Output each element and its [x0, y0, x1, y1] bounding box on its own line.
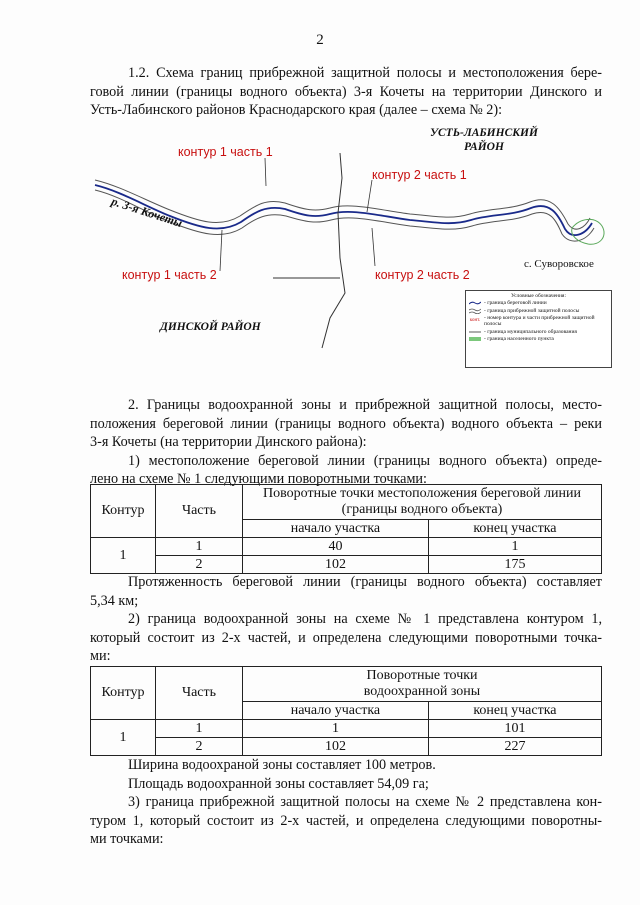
- table-row: [91, 738, 602, 756]
- table-cell: 1: [243, 720, 429, 738]
- table-cell: 1: [91, 538, 156, 574]
- zone-symbol-icon: [469, 308, 481, 314]
- table-cell: 40: [243, 538, 429, 556]
- region-label-west: ДИНСКОЙ РАЙОН: [160, 321, 261, 333]
- table-header: начало участка: [243, 702, 429, 720]
- text-line: ми точками:: [90, 831, 164, 847]
- table-header: конец участка: [428, 702, 601, 720]
- text-line: положения береговой линии (границы водного объекта) водного объекта – реки: [90, 415, 602, 432]
- table-group-header: Поворотные точки водоохранной зоны: [243, 667, 602, 702]
- table-group-header: Поворотные точки местоположения береговой линии (границы водного объекта): [243, 485, 602, 520]
- leader-line: [220, 230, 222, 271]
- text-line: Ширина водоохраной зоны составляет 100 метров.: [128, 757, 436, 773]
- text-line: 3) граница прибрежной защитной полосы на схеме № 2 представлена кон-: [128, 794, 602, 810]
- table-cell: 1: [428, 538, 601, 556]
- region-line: УСТЬ-ЛАБИНСКИЙ: [430, 127, 538, 139]
- section-2-paragraph: [90, 396, 602, 489]
- legend-item: - граница населенного пункта: [469, 336, 608, 342]
- after-table-1-paragraph: [90, 573, 602, 666]
- table-row: [91, 556, 602, 574]
- text-line: лено на схеме № 1 следующими поворотными точками:: [90, 471, 427, 487]
- leader-line: [265, 158, 266, 186]
- table-cell: 227: [428, 738, 601, 756]
- text-line: 2. Границы водоохранной зоны и прибрежной защитной полосы, место-: [128, 397, 602, 413]
- legend-title: Условные обозначения:: [510, 293, 566, 299]
- legend-item: - граница береговой линии: [469, 300, 608, 306]
- leader-line: [372, 228, 375, 266]
- municipal-boundary: [322, 153, 345, 348]
- label-contour-2-part-1: контур 2 часть 1: [372, 168, 467, 182]
- text-line: говой линии (границы водного объекта) 3-я Кочеты на территории Динского и: [90, 83, 602, 100]
- leader-line: [367, 180, 372, 212]
- contour-key-symbol: конт.: [469, 318, 481, 324]
- river-name-label: р. 3-я Кочеты: [109, 194, 185, 231]
- shoreline-symbol-icon: [469, 300, 481, 306]
- table-cell: 2: [156, 556, 243, 574]
- text-line: 1) местоположение береговой линии (границы водного объекта) опреде-: [128, 452, 602, 469]
- village-label: с. Суворовское: [524, 258, 594, 270]
- text-line: Протяженность береговой линии (границы водного объекта) составляет: [128, 574, 602, 590]
- table-cell: 102: [243, 556, 429, 574]
- table-cell: 101: [428, 720, 601, 738]
- region-line: РАЙОН: [464, 141, 504, 153]
- table-cell: 1: [156, 720, 243, 738]
- region-label-east: [430, 126, 538, 154]
- table-header: Контур: [91, 667, 156, 720]
- legend-item: конт. - номер контура и части прибрежной защитной полосы: [469, 314, 595, 328]
- text-line: 2) граница водоохранной зоны на схеме № 1 представлена контуром 1,: [128, 611, 602, 627]
- text-line: Площадь водоохранной зоны составляет 54,09 га;: [128, 775, 429, 792]
- settlement-symbol-icon: [469, 336, 481, 342]
- table-header: начало участка: [243, 520, 429, 538]
- table-header: Контур: [91, 485, 156, 538]
- table-cell: 102: [243, 738, 429, 756]
- table-cell: 1: [156, 538, 243, 556]
- table-header: конец участка: [428, 520, 601, 538]
- legend-item: - граница муниципального образования: [469, 329, 608, 335]
- text-line: 3-я Кочеты (на территории Динского района):: [90, 434, 367, 450]
- section-1-2-paragraph: [90, 64, 602, 120]
- text-line: 5,34 км;: [90, 592, 139, 609]
- label-contour-2-part-2: контур 2 часть 2: [375, 268, 470, 282]
- table-cell: 2: [156, 738, 243, 756]
- text-line: Усть-Лабинского районов Краснодарского края (далее – схема № 2):: [90, 102, 503, 118]
- table-cell: 175: [428, 556, 601, 574]
- page-number: 2: [316, 32, 324, 48]
- table-cell: 1: [91, 720, 156, 756]
- table-row: [91, 538, 602, 556]
- map-legend: [465, 290, 612, 368]
- water-zone-points-table: [90, 666, 602, 756]
- shoreline-points-table: [90, 484, 602, 574]
- table-header: Часть: [156, 667, 243, 720]
- text-line: туром 1, который состоит из 2-х частей, и определена следующими поворотны-: [90, 812, 602, 829]
- scheme-map: [90, 118, 615, 368]
- text-line: который состоит из 2-х частей, и определена следующими поворотными точка-: [90, 629, 602, 646]
- label-contour-1-part-1: контур 1 часть 1: [178, 145, 273, 159]
- text-line: ми:: [90, 648, 111, 664]
- label-contour-1-part-2: контур 1 часть 2: [122, 268, 217, 282]
- boundary-symbol-icon: [469, 329, 481, 335]
- table-row: [91, 720, 602, 738]
- table-header: Часть: [156, 485, 243, 538]
- text-line: 1.2. Схема границ прибрежной защитной полосы и местоположения бере-: [128, 65, 602, 81]
- legend-item: - граница прибрежной защитной полосы: [469, 308, 608, 314]
- after-table-2-paragraph: [90, 756, 602, 849]
